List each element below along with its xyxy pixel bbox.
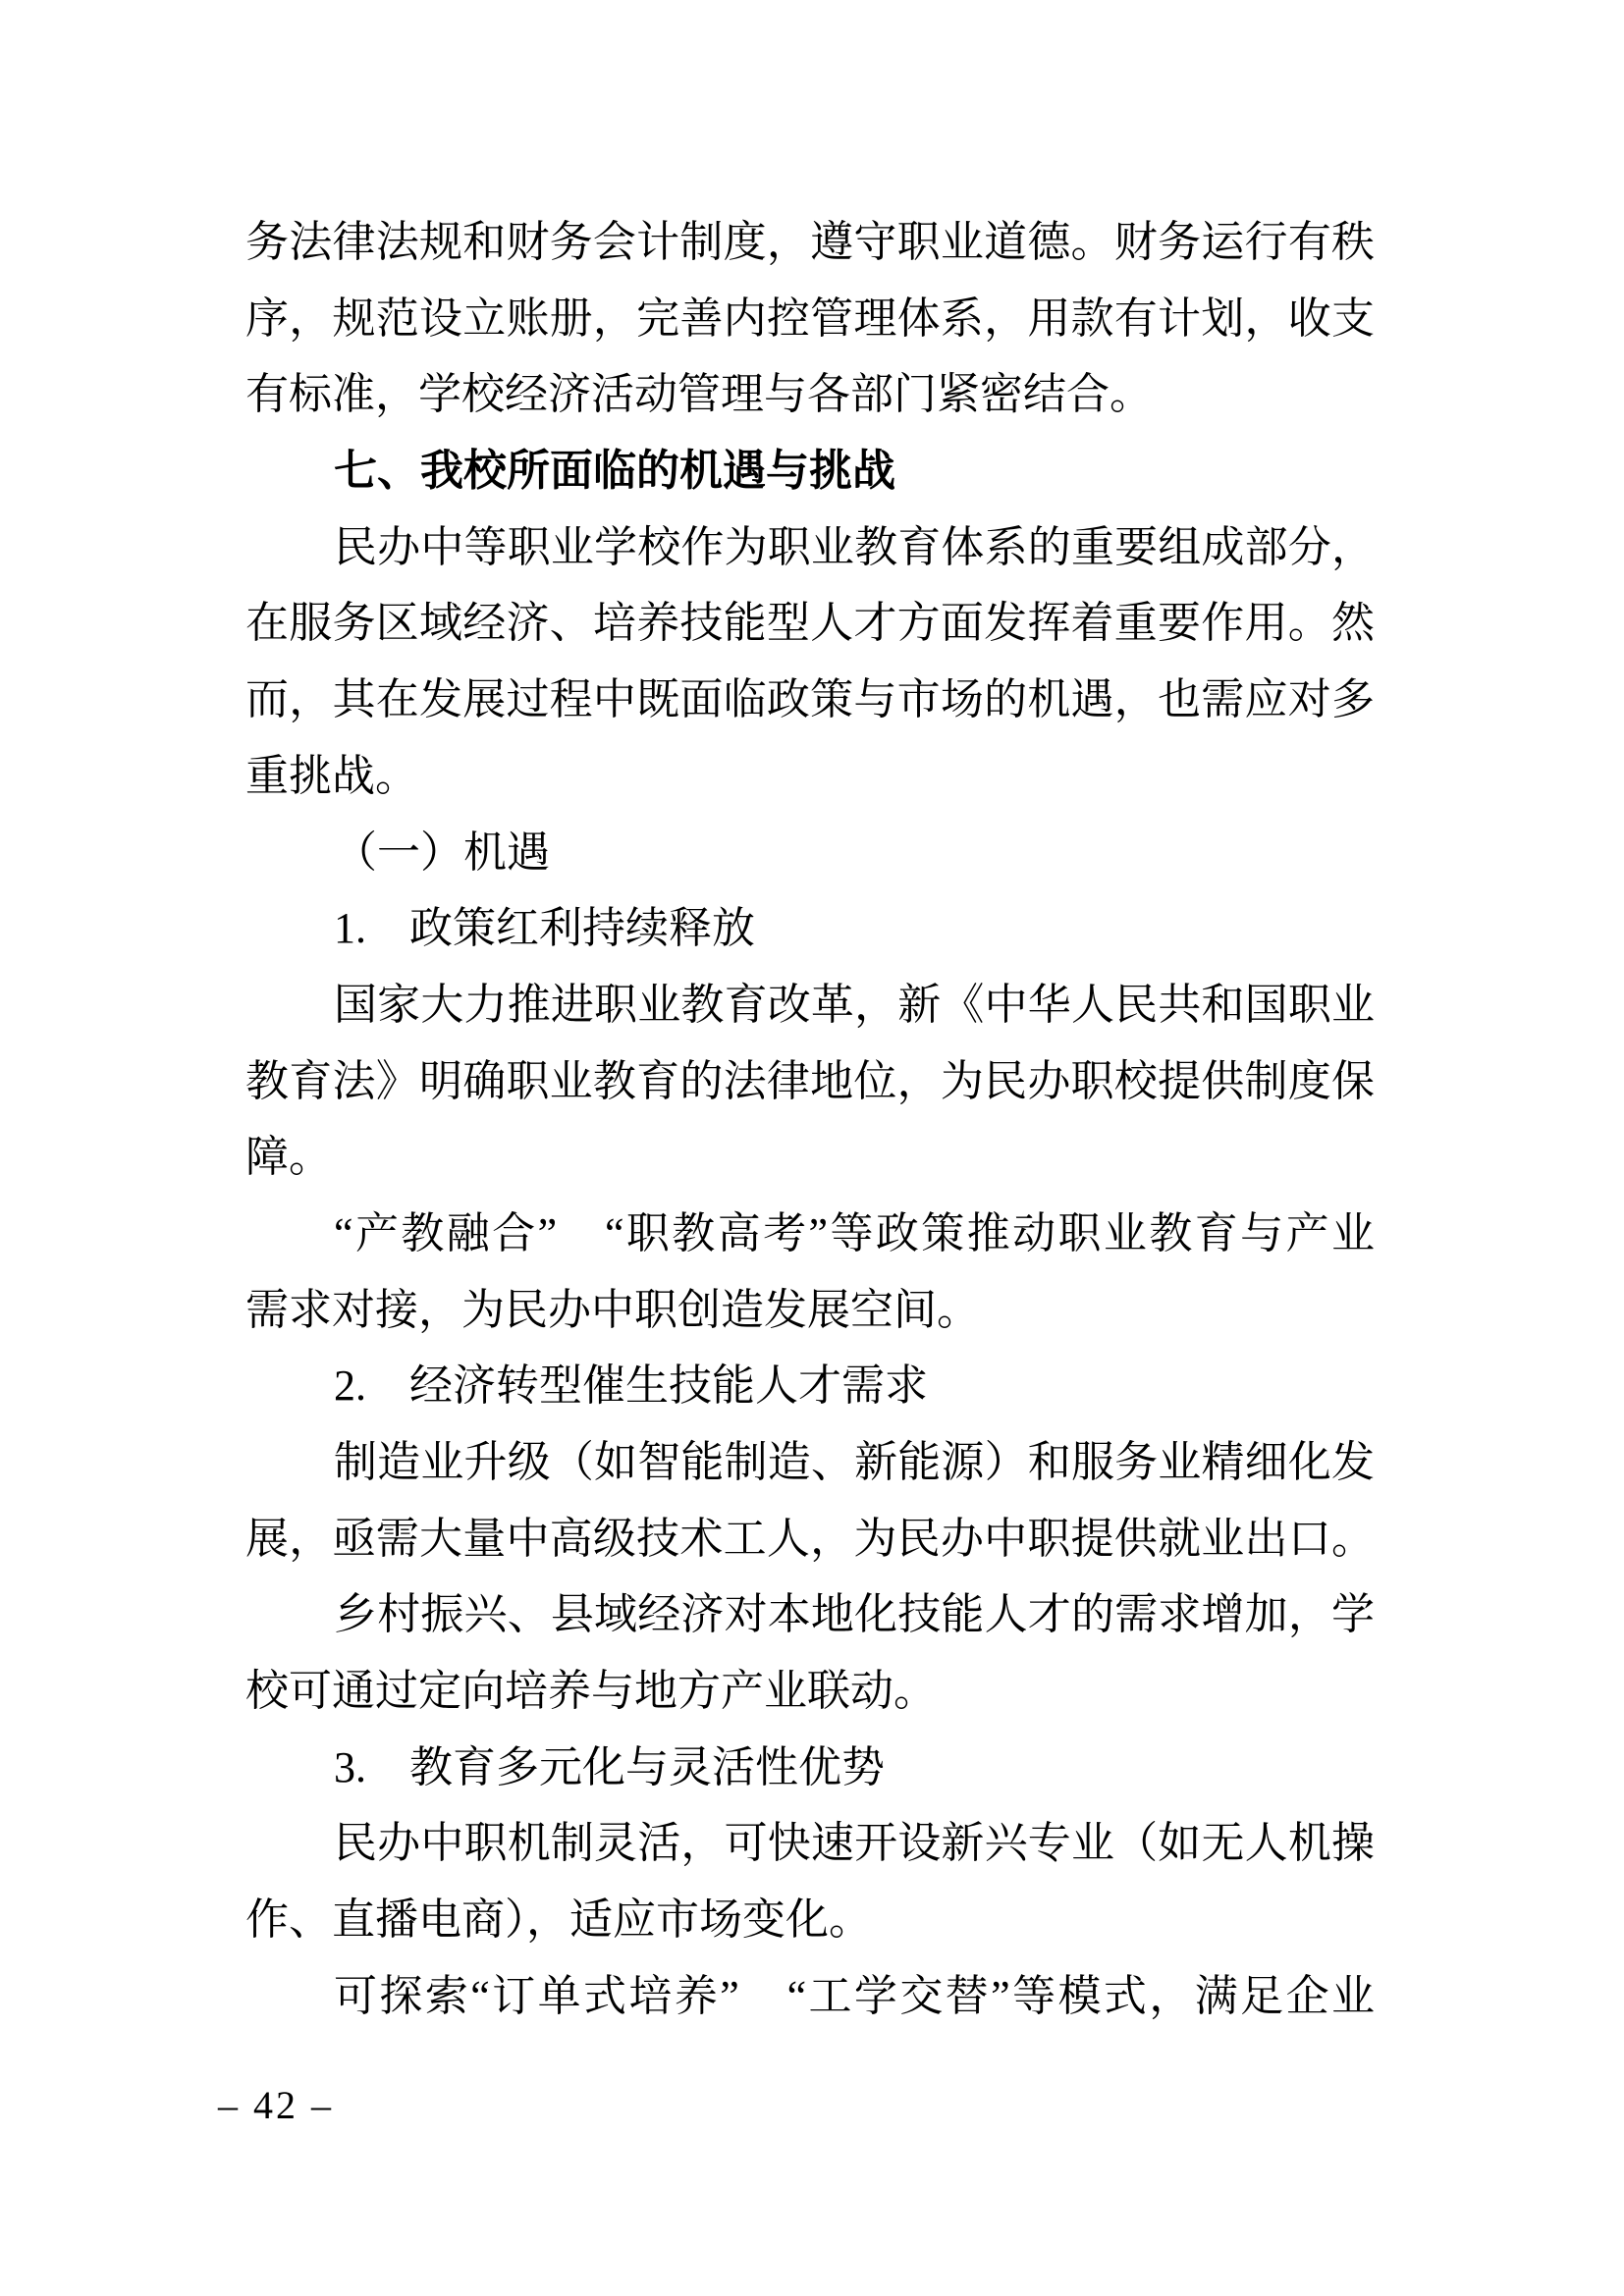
body-line: 乡村振兴、县域经济对本地化技能人才的需求增加，学 [334, 1590, 1375, 1639]
body-line: 可探索“订单式培养” “工学交替”等模式，满足企业 [334, 1971, 1375, 2020]
body-line: 民办中等职业学校作为职业教育体系的重要组成部分， [334, 522, 1375, 571]
subsection-heading: （一）机遇 [334, 828, 550, 877]
body-line: 重挑战。 [245, 751, 418, 800]
numbered-item-3: 3. 教育多元化与灵活性优势 [334, 1742, 885, 1791]
page-number: – 42 – [218, 2083, 334, 2127]
numbered-item-2: 2. 经济转型催生技能人才需求 [334, 1362, 928, 1411]
body-line: 障。 [245, 1133, 332, 1182]
numbered-item-1: 1. 政策红利持续释放 [334, 904, 755, 953]
body-line: “产教融合” “职教高考”等政策推动职业教育与产业 [334, 1208, 1375, 1257]
body-line: 有标准，学校经济活动管理与各部门紧密结合。 [245, 370, 1153, 419]
body-line: 序，规范设立账册，完善内控管理体系，用款有计划，收支 [245, 294, 1375, 343]
body-line: 校可通过定向培养与地方产业联动。 [245, 1667, 937, 1716]
body-line: 在服务区域经济、培养技能型人才方面发挥着重要作用。然 [245, 599, 1375, 648]
body-line: 展，亟需大量中高级技术工人，为民办中职提供就业出口。 [245, 1514, 1375, 1563]
body-line: 而，其在发展过程中既面临政策与市场的机遇，也需应对多 [245, 675, 1375, 724]
body-line: 作、直播电商），适应市场变化。 [245, 1896, 872, 1945]
body-line: 制造业升级（如智能制造、新能源）和服务业精细化发 [334, 1438, 1375, 1486]
body-line: 民办中职机制灵活，可快速开设新兴专业（如无人机操 [334, 1819, 1375, 1868]
body-line: 务法律法规和财务会计制度，遵守职业道德。财务运行有秩 [245, 218, 1375, 266]
body-line: 需求对接，为民办中职创造发展空间。 [245, 1285, 980, 1334]
body-line: 教育法》明确职业教育的法律地位，为民办职校提供制度保 [245, 1056, 1375, 1105]
document-text-block [245, 204, 1375, 2035]
body-line: 国家大力推进职业教育改革，新《中华人民共和国职业 [334, 980, 1375, 1029]
section-heading: 七、我校所面临的机遇与挑战 [334, 447, 895, 496]
